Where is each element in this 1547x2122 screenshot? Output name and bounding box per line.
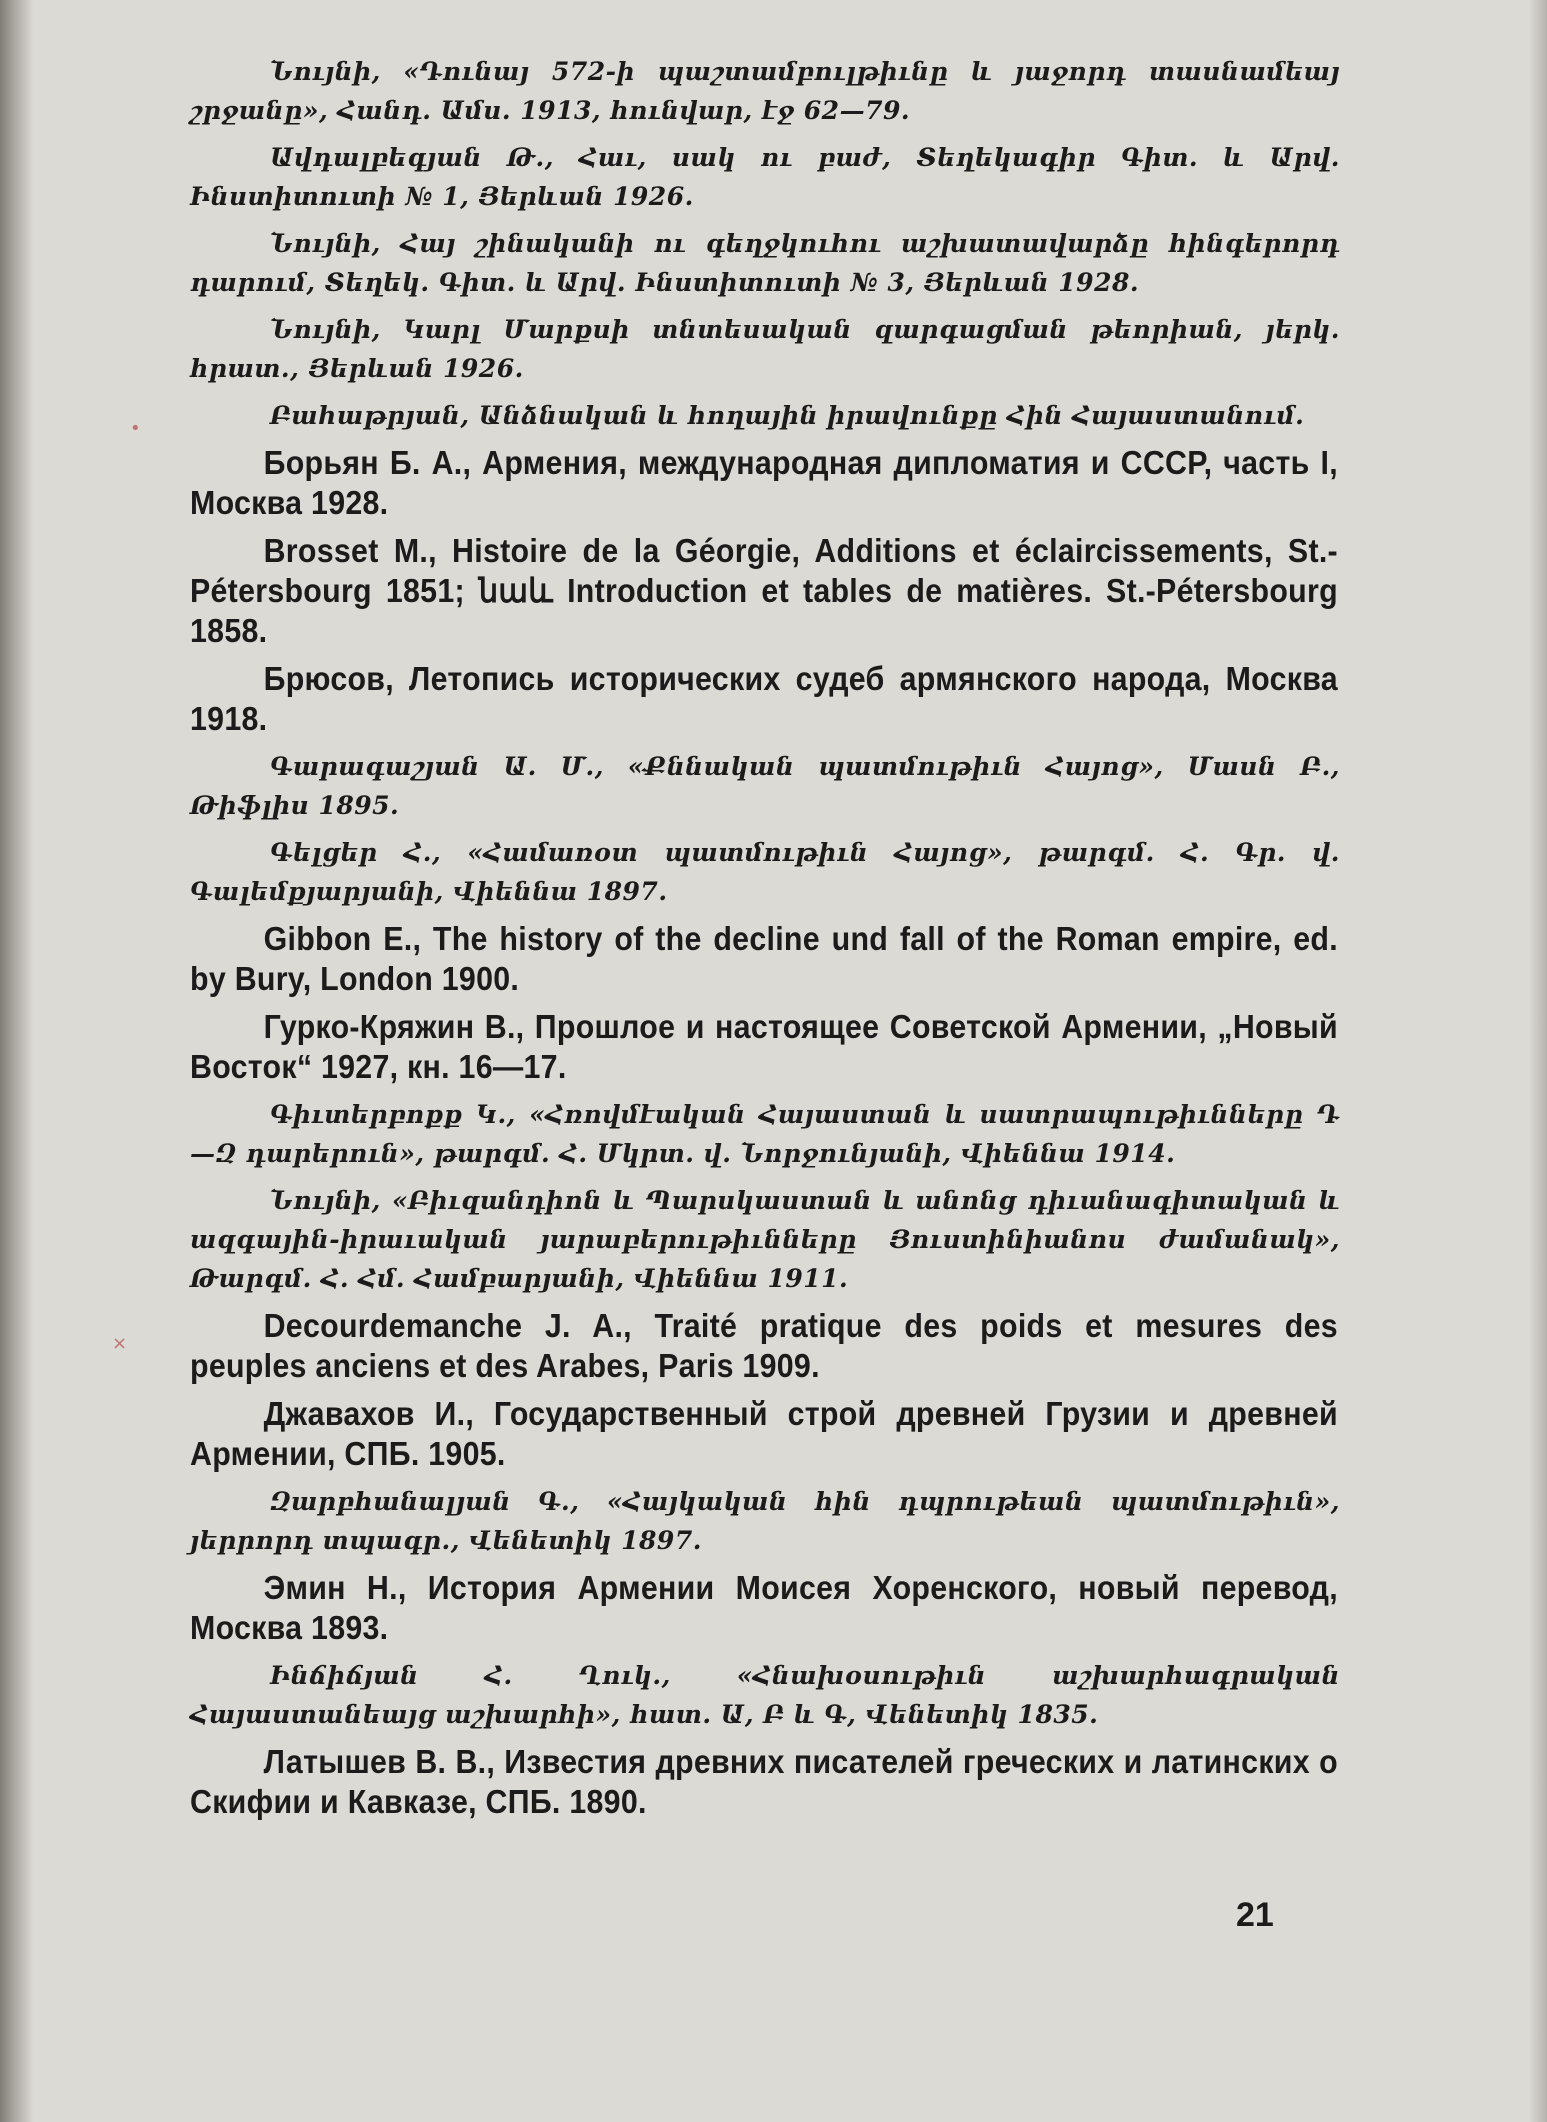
bibliography-entry: Նույնի, Կարլ Մարքսի տնտեսական զարգացման թեորիան, յերկ. հրատ., Յերևան 1926. (190, 315, 1340, 383)
bibliography-entry: Decourdemanche J. A., Traité pratique des poids et mesures des peuples anciens et des Arabes, Paris 1909. (190, 1307, 1338, 1384)
bibliography-entry: Գելցեր Հ., «Համառօտ պատմութիւն Հայոց», թարգմ. Հ. Գր. վ. Գալեմքյարյանի, Վիեննա 1897. (190, 838, 1340, 906)
bibliography-entry: Նույնի, «Դունայ 572-ի պաշտամբուլթիւնը և յաջորդ տասնամեայ շրջանը», Հանդ. Ամս. 1913, հունվար, էջ 62—79. (190, 57, 1340, 125)
binding-shadow (0, 0, 34, 2122)
bibliography-entry: Նույնի, «Բիւզանդիոն և Պարսկաստան և անոնց դիւանագիտական և ազգային-իրաւական յարաբերութիւնները Յուստինիանոս ժամանակ», Թարգմ. Հ. Հմ. Համբարյանի, Վիեննա 1911. (190, 1186, 1340, 1293)
bibliography-entry: Gibbon E., The history of the decline und fall of the Roman empire, ed. by Bury, London 1900. (190, 920, 1338, 997)
page-number: 21 (1236, 1896, 1274, 1934)
bibliography-entry: Гурко-Кряжин В., Прошлое и настоящее Советской Армении, „Новый Восток“ 1927, кн. 16—17. (190, 1008, 1338, 1085)
bibliography-entry: Նույնի, Հայ շինականի ու գեղջկուհու աշխատավարձը հինգերորդ դարում, Տեղեկ. Գիտ. և Արվ. Ինստիտուտի № 3, Յերևան 1928. (190, 229, 1340, 297)
bibliography-list (190, 52, 1340, 1830)
margin-mark: × (112, 1333, 128, 1354)
bibliography-entry: Ավդալբեգյան Թ., Հաւ, սակ ու բաժ, Տեղեկագիր Գիտ. և Արվ. Ինստիտուտի № 1, Յերևան 1926. (190, 143, 1340, 211)
margin-mark: • (130, 418, 141, 439)
bibliography-entry: Брюсов, Летопись исторических судеб армянского народа, Москва 1918. (190, 660, 1338, 737)
bibliography-entry: Эмин Н., История Армении Моисея Хоренского, новый перевод, Москва 1893. (190, 1569, 1338, 1646)
bibliography-entry: Զարբհանալյան Գ., «Հայկական հին դպրութեան պատմութիւն», յերրորդ տպագր., Վենետիկ 1897. (190, 1487, 1340, 1555)
bibliography-entry: Латышев В. В., Известия древних писателей греческих и латинских о Скифии и Кавказе, СПБ. 1890. (190, 1743, 1338, 1820)
bibliography-entry: Brosset M., Histoire de la Géorgie, Additions et éclaircissements, St.-Pétersbourg 1851; նաև Introduction et tables de matières. St.-Pétersbourg 1858. (190, 532, 1338, 649)
bibliography-entry: Բաhաթրյան, Անձնական և հողային իրավունքը Հին Հայաստանում. (270, 401, 1305, 430)
bibliography-entry: Գիւտերբոքք Կ., «Հռովմէական Հայաստան և սատրապութիւնները Դ—Զ դարերուն», թարգմ. Հ. Մկրտ. վ. Նորջունյանի, Վիեննա 1914. (190, 1100, 1340, 1168)
bibliography-entry: Ինճիճյան Հ. Ղուկ., «Հնախօսութիւն աշխարհագրական Հայաստանեայց աշխարհի», հատ. Ա, Բ և Գ, Վենետիկ 1835. (190, 1661, 1340, 1729)
bibliography-entry: Գարագաշյան Ա. Մ., «Քննական պատմութիւն Հայոց», Մասն Բ., Թիֆլիս 1895. (190, 752, 1340, 820)
bibliography-entry: Борьян Б. А., Армения, международная дипломатия и СССР, часть I, Москва 1928. (190, 444, 1338, 521)
bibliography-entry: Джавахов И., Государственный строй древней Грузии и древней Армении, СПБ. 1905. (190, 1395, 1338, 1472)
page-edge-shadow (1529, 0, 1547, 2122)
